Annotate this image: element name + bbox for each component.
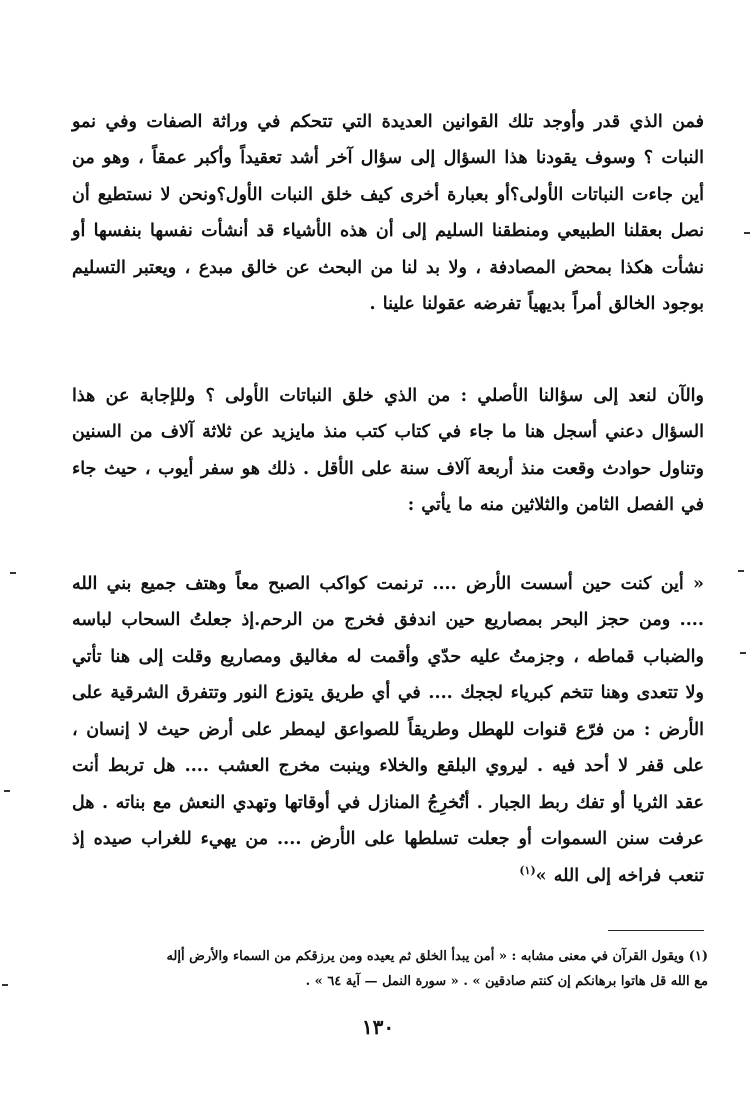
paragraph-text: فمن الذي قدر وأوجد تلك القوانين العديدة التي تتحكم في وراثة الصفات وفي نمو النبات ؟ وسوف يقودنا هذا السؤال إلى سؤال آخر أشد تعقيداً وأكبر عمقاً ، وهو من أين جاءت النباتات الأولى؟أو بعبارة أخرى كيف خلق النبات الأول؟ونحن لا نستطيع أن نصل بعقلنا الطبيعي ومنطقنا السليم إلى أن هذه الأشياء قد أنشأت نفسها بنفسها أو نشأت هكذا بمحض المصادفة ، ولا بد لنا من البحث عن خالق مبدع ، ويعتبر التسليم بوجود الخالق أمراً بديهياً تفرضه عقولنا علينا . [72,111,704,314]
page-number: ١٣٠ [361,1015,395,1039]
scan-margin-mark [744,232,750,234]
scan-margin-mark [4,790,10,792]
paragraph-creation-question [72,104,704,323]
footnote-reference: (١) [519,863,536,877]
scan-margin-mark [738,570,744,572]
paragraph-original-question [72,378,704,524]
paragraph-text: والآن لنعد إلى سؤالنا الأصلي : من الذي خلق النباتات الأولى ؟ وللإجابة عن هذا السؤال دعني أسجل هنا ما جاء في كتاب كتب منذ مايزيد عن ثلاثة آلاف من السنين وتناول حوادث وقعت منذ أربعة آلاف سنة على الأقل . ذلك هو سفر أيوب ، حيث جاء في الفصل الثامن والثلاثين منه ما يأتي : [72,385,704,515]
scan-margin-mark [10,572,16,574]
scan-margin-mark [2,984,8,986]
paragraph-job-quotation [72,566,704,895]
footnote-divider [608,930,704,931]
scan-margin-mark [740,652,746,654]
footnote-line-1: (١) ويقول القرآن في معنى مشابه : « أمن يبدأ الخلق ثم يعيده ومن يرزقكم من السماء والأرض أإله [166,949,708,964]
footnote [68,944,708,994]
footnote-line-2: مع الله قل هاتوا برهانكم إن كنتم صادقين » . « سورة النمل — آية ٦٤ » . [305,974,708,989]
quotation-text: « أين كنت حين أسست الأرض .... ترنمت كواكب الصبح معاً وهتف جميع بني الله .... ومن حجز البحر بمصاريع حين اندفق فخرج من الرحم.إذ جعلتُ السحاب لباسه والضباب قماطه ، وجزمتُ عليه حدّي وأقمت له مغاليق ومصاريع وقلت إلى هنا تأتي ولا تتعدى وهنا تتخم كبرياء لججك .... في أي طريق يتوزع النور وتتفرق الشرقية على الأرض : من فرّع قنوات للهطل وطريقاً للصواعق ليمطر على أرض حيث لا إنسان ، على قفر لا أحد فيه . ليروي البلقع والخلاء وينبت مخرج العشب .... هل تربط أنت عقد الثريا أو تفك ربط الجبار . أتُخرِجُ المنازل في أوقاتها وتهدي النعش مع بناته . هل عرفت سنن السموات أو جعلت تسلطها على الأرض .... من يهيء للغراب صيده إذ تنعب فراخه إلى الله » [72,573,704,886]
